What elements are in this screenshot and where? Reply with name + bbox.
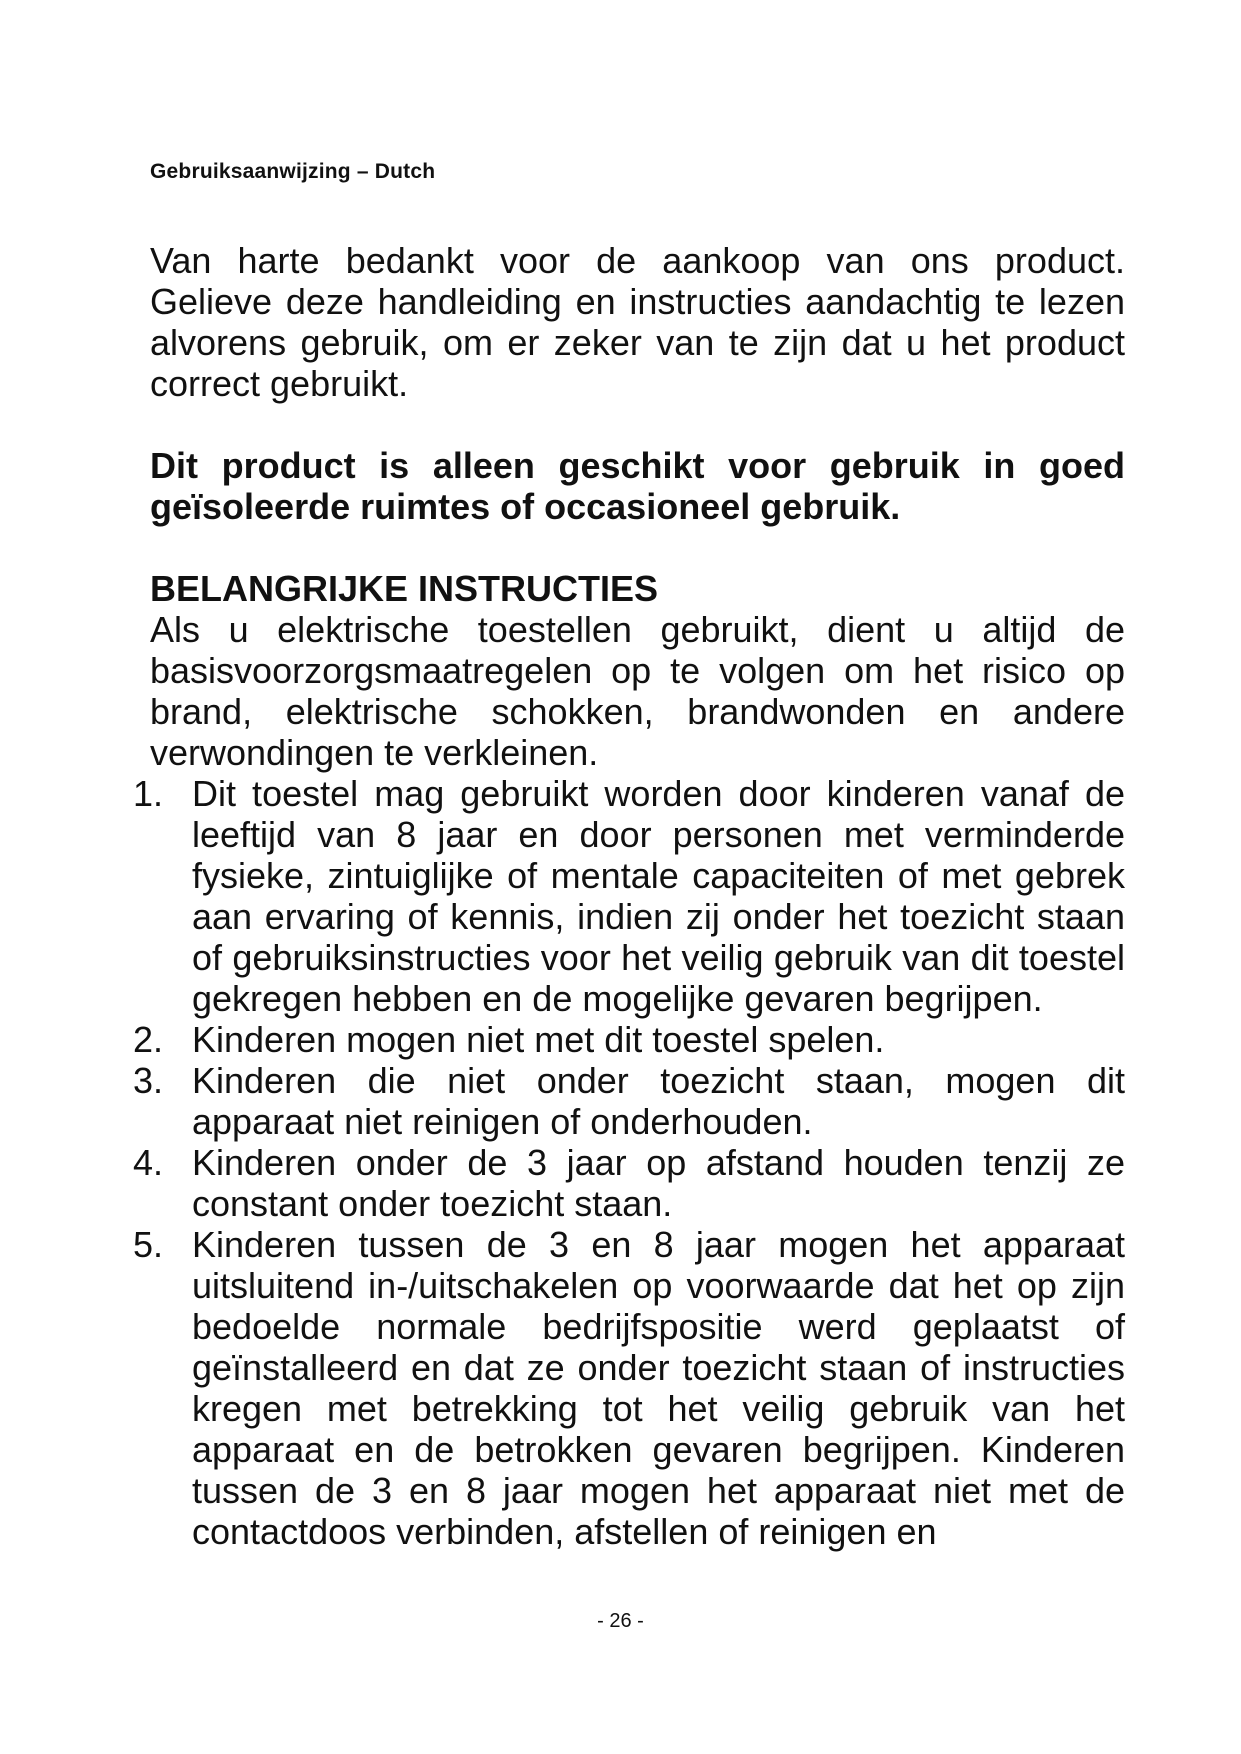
list-item-number: 2. [133, 1019, 164, 1060]
list-item [133, 1224, 1125, 1552]
list-item [133, 1019, 1125, 1060]
list-item-number: 3. [133, 1060, 164, 1101]
list-item-text: Kinderen die niet onder toezicht staan, mogen dit apparaat niet reinigen of onderhouden. [192, 1060, 1125, 1142]
document-header-label: Gebruiksaanwijzing – Dutch [150, 160, 436, 183]
list-item-text: Dit toestel mag gebruikt worden door kinderen vanaf de leeftijd van 8 jaar en door personen met verminderde fysieke, zintuiglijke of mentale capaciteiten of met gebrek aan ervaring of kennis, indien zij onder het toezicht staan of gebruiksinstructies voor het veilig gebruik van dit toestel gekregen hebben en de mogelijke gevaren begrijpen. [192, 773, 1125, 1019]
document-content [133, 240, 1125, 1552]
list-item-number: 5. [133, 1224, 164, 1265]
list-item [133, 1060, 1125, 1142]
list-item-text: Kinderen tussen de 3 en 8 jaar mogen het apparaat uitsluitend in-/uitschakelen op voorwaarde dat het op zijn bedoelde normale bedrijfspositie werd geplaatst of geïnstalleerd en dat ze onder toezicht staan of instructies kregen met betrekking tot het veilig gebruik van het apparaat en de betrokken gevaren begrijpen. Kinderen tussen de 3 en 8 jaar mogen het apparaat niet met de contactdoos verbinden, afstellen of reinigen en [192, 1224, 1125, 1552]
usage-notice: Dit product is alleen geschikt voor gebruik in goed geïsoleerde ruimtes of occasioneel gebruik. [150, 445, 1125, 527]
intro-paragraph: Van harte bedankt voor de aankoop van ons product. Gelieve deze handleiding en instructies aandachtig te lezen alvorens gebruik, om er zeker van te zijn dat u het product correct gebruikt. [150, 240, 1125, 404]
list-item-number: 4. [133, 1142, 164, 1183]
list-item-text: Kinderen onder de 3 jaar op afstand houden tenzij ze constant onder toezicht staan. [192, 1142, 1125, 1224]
section-intro: Als u elektrische toestellen gebruikt, dient u altijd de basisvoorzorgsmaatregelen op te volgen om het risico op brand, elektrische schokken, brandwonden en andere verwondingen te verkleinen. [150, 609, 1125, 773]
page-number: - 26 - [597, 1610, 644, 1632]
list-item-number: 1. [133, 773, 164, 814]
list-item-text: Kinderen mogen niet met dit toestel spelen. [192, 1019, 885, 1060]
instructions-list [133, 773, 1125, 1552]
section-title: BELANGRIJKE INSTRUCTIES [150, 568, 659, 609]
list-item [133, 773, 1125, 1019]
list-item [133, 1142, 1125, 1224]
